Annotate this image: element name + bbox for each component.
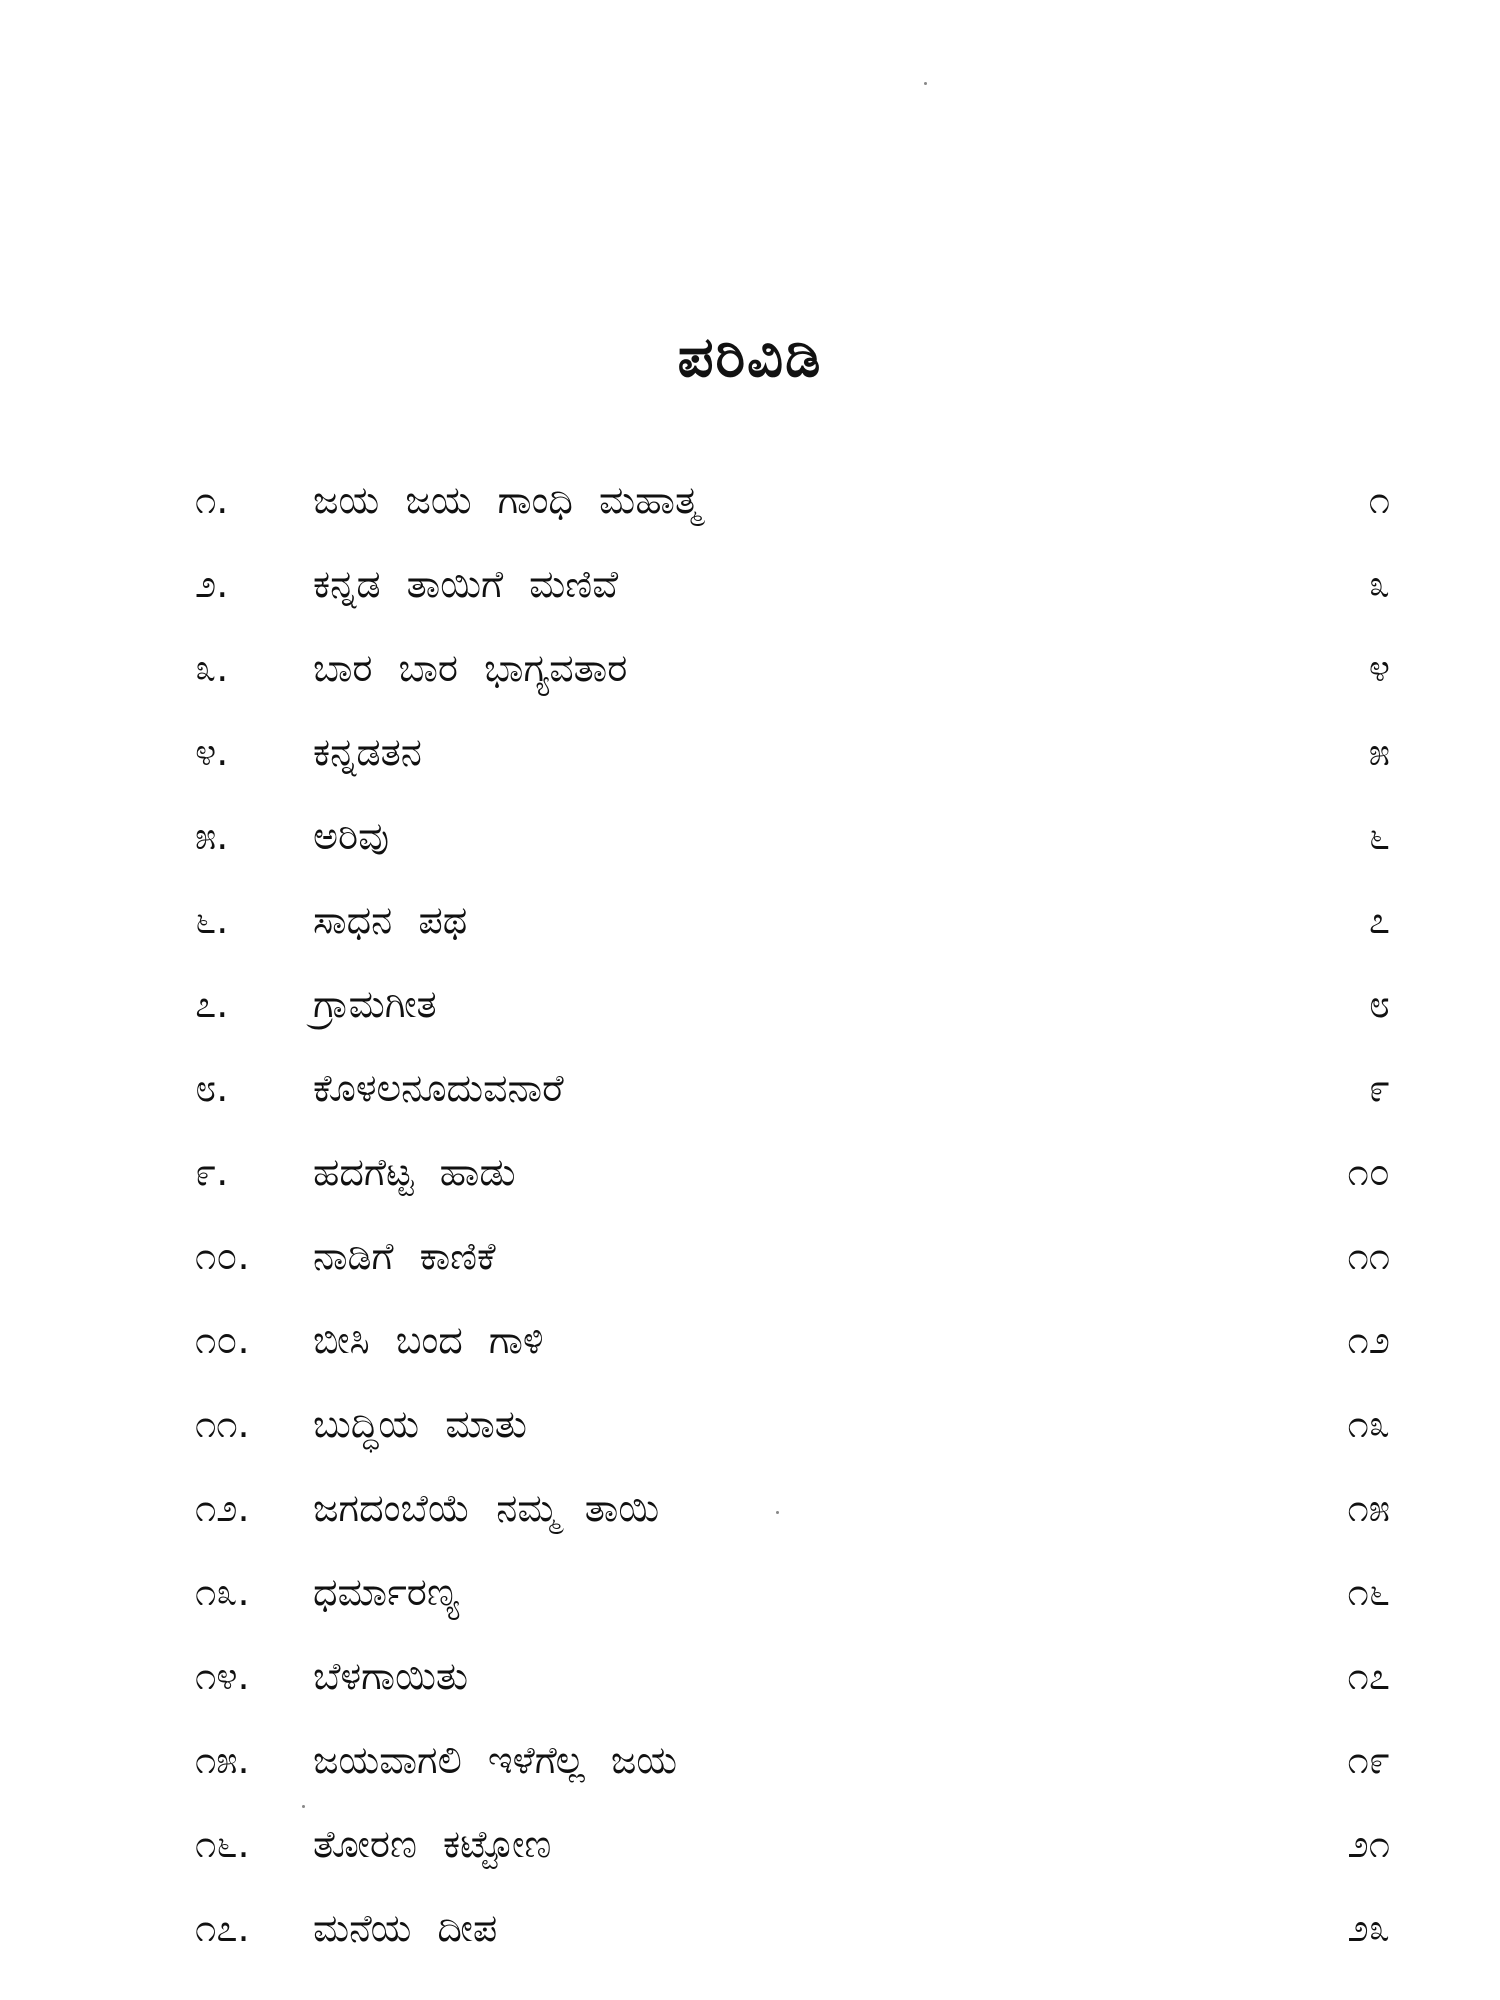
toc-entry-title: ಕನ್ನಡತನ	[313, 730, 422, 774]
toc-number: ೧೧.	[195, 1402, 250, 1446]
toc-page-number: ೨೧	[1347, 1822, 1390, 1866]
toc-entry-title: ಜಯ ಜಯ ಗಾಂಧಿ ಮಹಾತ್ಮ	[313, 478, 701, 522]
toc-entry-title: ಕೊಳಲನೂದುವನಾರೆ	[313, 1066, 564, 1110]
toc-entry-title: ಬುದ್ಧಿಯ ಮಾತು	[313, 1402, 527, 1446]
toc-number: ೨.	[195, 562, 229, 606]
toc-number: ೧೫.	[195, 1738, 250, 1782]
toc-entry-title: ಜಯವಾಗಲಿ ಇಳೆಗೆಲ್ಲ ಜಯ	[313, 1738, 678, 1782]
toc-page-number: ೨೩	[1347, 1906, 1390, 1950]
toc-row	[195, 1478, 1390, 1562]
toc-number: ೧೬.	[195, 1822, 250, 1866]
toc-entry-title: ಬಾರ ಬಾರ ಭಾಗ್ಯವತಾರ	[313, 646, 628, 690]
toc-row	[195, 1142, 1390, 1226]
toc-page-number: ೧೦	[1347, 1150, 1390, 1194]
toc-row	[195, 974, 1390, 1058]
toc-page-number: ೧	[1368, 478, 1390, 522]
scan-speck	[924, 82, 927, 85]
toc-number: ೧೩.	[195, 1570, 250, 1614]
toc-entry-title: ಬೀಸಿ ಬಂದ ಗಾಳಿ	[313, 1318, 544, 1362]
toc-page-number: ೧೭	[1347, 1654, 1390, 1698]
toc-row	[195, 1226, 1390, 1310]
toc-row	[195, 1562, 1390, 1646]
toc-number: ೧೦.	[195, 1318, 250, 1362]
toc-number: ೯.	[195, 1150, 229, 1194]
page-title: ಪರಿವಿಡಿ	[677, 325, 823, 390]
toc-row	[195, 470, 1390, 554]
toc-row	[195, 1898, 1390, 1982]
toc-entry-title: ಧರ್ಮಾರಣ್ಯ	[313, 1570, 460, 1614]
toc-entry-title: ಮನೆಯ ದೀಪ	[313, 1906, 498, 1950]
toc-entry-title: ಬೆಳಗಾಯಿತು	[313, 1654, 469, 1698]
toc-entry-title: ನಾಡಿಗೆ ಕಾಣಿಕೆ	[313, 1234, 496, 1278]
toc-page-number: ೯	[1368, 1066, 1390, 1110]
toc-number: ೧೨.	[195, 1486, 250, 1530]
toc-page-number: ೧೧	[1347, 1234, 1390, 1278]
toc-row	[195, 1730, 1390, 1814]
toc-page-number: ೧೩	[1347, 1402, 1390, 1446]
toc-row	[195, 806, 1390, 890]
toc-entry-title: ಜಗದಂಬೆಯೆ ನಮ್ಮ ತಾಯಿ	[313, 1486, 660, 1530]
toc-page-number: ೮	[1368, 982, 1390, 1026]
toc-number: ೧೦.	[195, 1234, 250, 1278]
toc-page-number: ೪	[1368, 646, 1390, 690]
toc-row	[195, 1814, 1390, 1898]
toc-row	[195, 1646, 1390, 1730]
toc-number: ೮.	[195, 1066, 229, 1110]
toc-number: ೧೭.	[195, 1906, 250, 1950]
toc-number: ೪.	[195, 730, 229, 774]
toc-number: ೧೪.	[195, 1654, 250, 1698]
toc-row	[195, 1058, 1390, 1142]
toc-page-number: ೧೯	[1347, 1738, 1390, 1782]
toc-page-number: ೬	[1368, 814, 1390, 858]
toc-row	[195, 638, 1390, 722]
toc-row	[195, 1394, 1390, 1478]
table-of-contents	[195, 470, 1390, 1982]
toc-page-number: ೧೬	[1347, 1570, 1390, 1614]
toc-page-number: ೩	[1368, 562, 1390, 606]
toc-entry-title: ಸಾಧನ ಪಥ	[313, 898, 468, 942]
toc-number: ೭.	[195, 982, 229, 1026]
toc-number: ೬.	[195, 898, 229, 942]
toc-number: ೫.	[195, 814, 229, 858]
toc-row	[195, 722, 1390, 806]
scan-speck	[302, 1805, 305, 1808]
toc-row	[195, 1310, 1390, 1394]
toc-page-number: ೧೨	[1347, 1318, 1390, 1362]
toc-page-number: ೧೫	[1347, 1486, 1390, 1530]
toc-entry-title: ತೋರಣ ಕಟ್ಟೋಣ	[313, 1822, 552, 1866]
toc-entry-title: ಕನ್ನಡ ತಾಯಿಗೆ ಮಣಿವೆ	[313, 562, 619, 606]
toc-page-number: ೫	[1368, 730, 1390, 774]
toc-row	[195, 890, 1390, 974]
toc-page-number: ೭	[1368, 898, 1390, 942]
toc-entry-title: ಗ್ರಾಮಗೀತ	[313, 982, 437, 1026]
scan-speck	[776, 1511, 779, 1514]
toc-number: ೧.	[195, 478, 229, 522]
toc-row	[195, 554, 1390, 638]
toc-entry-title: ಅರಿವು	[313, 814, 390, 858]
toc-number: ೩.	[195, 646, 229, 690]
toc-entry-title: ಹದಗೆಟ್ಟ ಹಾಡು	[313, 1150, 516, 1194]
